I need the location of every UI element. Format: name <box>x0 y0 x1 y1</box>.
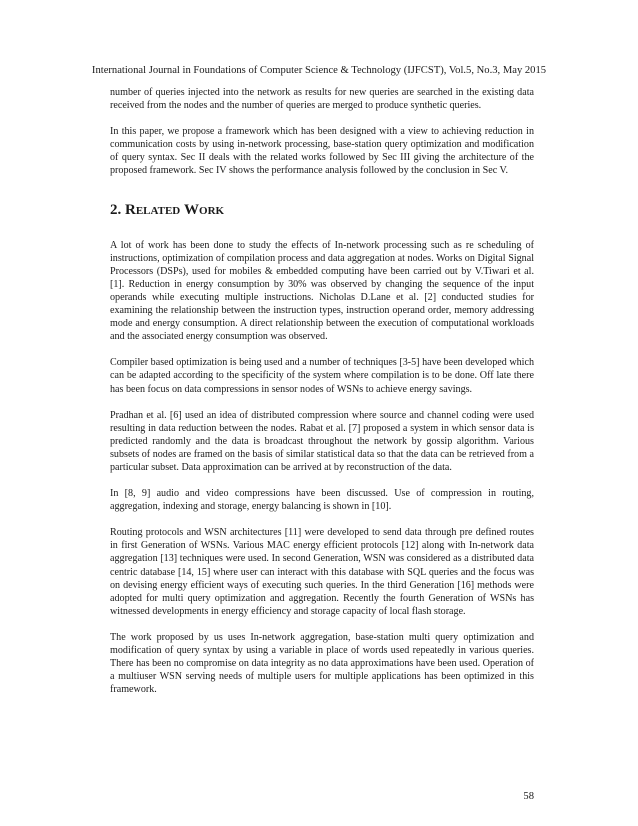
paragraph-related-6: The work proposed by us uses In-network aggregation, base-station multi query optimization and modification of query syntax by using a variable in place of words used repeatedly in various queries. There has been no compromise on data integrity as no data approximations have been used. Operation of a multiuser WSN serving needs of multiple users for multiple applications has been optimized in this framework. <box>110 631 534 696</box>
paragraph-related-3: Pradhan et al. [6] used an idea of distributed compression where source and channel coding were used resulting in data reduction between the nodes. Rabat et al. [7] proposed a system in which sensor data is predicted randomly and the data is broadcast throughout the network by gossip algorithm. Various subsets of nodes are framed on the basis of similar statistical data so that the data can be retrieved from a particular subset. Data approximation can be arrived at by reconstruction of the data. <box>110 409 534 473</box>
page-number: 58 <box>523 791 534 802</box>
paragraph-related-5: Routing protocols and WSN architectures [11] were developed to send data through pre defined routes in first Generation of WSNs. Various MAC energy efficient protocols [12] along with In-network data aggregation [13] techniques were used. In second Generation, WSN was considered as a distributed data centric database [14, 15] where user can interact with this database with SQL queries and the focus was on devising energy efficient ways of executing such queries. In the third Generation [16] methods were adopted for multi query optimization and aggregation. Recently the fourth Generation of WSNs has witnessed developments in energy efficiency and storage capacity of local flash storage. <box>110 527 534 617</box>
page-body <box>110 86 534 709</box>
paragraph-related-2: Compiler based optimization is being used and a number of techniques [3-5] have been developed which can be adapted according to the specificity of the system where compilation is to be done. Off late there has been focus on data compressions in sensor nodes of WSNs to achieve energy savings. <box>110 357 534 395</box>
section-title-work: Work <box>184 201 225 218</box>
section-number: 2. <box>110 201 122 218</box>
paragraph-intro-1: number of queries injected into the network as results for new queries are searched in the existing data received from the nodes and the number of queries are merged to produce synthetic queries. <box>110 87 534 112</box>
section-heading <box>110 191 534 219</box>
paragraph-related-4: In [8, 9] audio and video compressions have been discussed. Use of compression in routing, aggregation, indexing and storage, energy balancing is shown in [10]. <box>110 488 534 513</box>
section-title-related: Related <box>125 201 181 218</box>
paragraph-related-1: A lot of work has been done to study the effects of In-network processing such as re scheduling of instructions, optimization of compilation process and data aggregation at nodes. Works on Digital Signal Processors (DSPs), used for mobiles & embedded computing have been carried out by V.Tiwari et al. [1]. Reduction in energy consumption by 30% was observed by changing the sequence of the input operands while executing multiple instructions. Nicholas D.Lane et al. [2] conducted studies for examining the relationship between the instruction types, instruction operand order, memory addressing mode and energy consumption. A direct relationship between the execution of computational workloads and the associated energy consumption was observed. <box>110 239 534 343</box>
paragraph-intro-2: In this paper, we propose a framework which has been designed with a view to achieving reduction in communication costs by using in-network processing, base-station query optimization and modification of query syntax. Sec II deals with the related works followed by Sec III giving the architecture of the proposed framework. Sec IV shows the performance analysis followed by the conclusion in Sec V. <box>110 126 534 177</box>
running-header: International Journal in Foundations of Computer Science & Technology (IJFCST), Vol.5, No.3, May 2015 <box>91 65 547 76</box>
